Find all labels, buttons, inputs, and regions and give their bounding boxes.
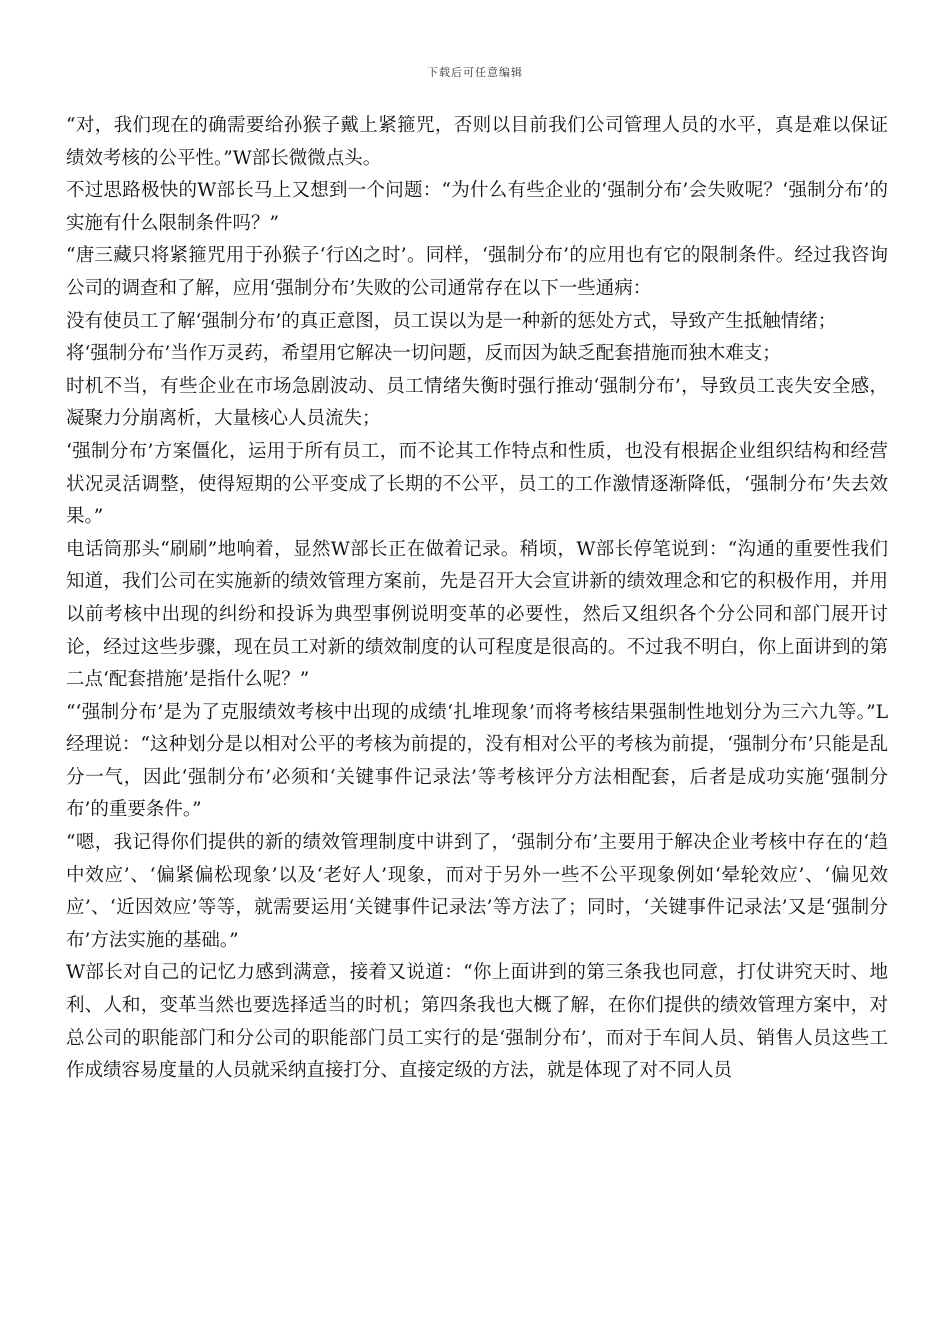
paragraph-10: “嗯，我记得你们提供的新的绩效管理制度中讲到了，‘强制分布’主要用于解决企业考核中存在的‘趋中效应’、‘偏紧偏松现象’以及‘老好人’现象，而对于另外一些不公平现象例如‘晕轮效应’、‘偏见效应’、‘近因效应’等等，就需要运用‘关键事件记录法’等方法了；同时，‘关键事件记录法’又是‘强制分布’方法实施的基础。” [66,832,888,951]
paragraph-2: 不过思路极快的W部长马上又想到一个问题：“为什么有些企业的‘强制分布’会失败呢？‘强制分布’的实施有什么限制条件吗？” [66,180,888,234]
paragraph-1: “对，我们现在的确需要给孙猴子戴上紧箍咒，否则以目前我们公司管理人员的水平，真是难以保证绩效考核的公平性。”W部长微微点头。 [66,115,888,169]
body-text [66,110,888,1088]
paragraph-8: 电话筒那头“刷刷”地响着，显然W部长正在做着记录。稍顷，W部长停笔说到：“沟通的重要性我们知道，我们公司在实施新的绩效管理方案前，先是召开大会宣讲新的绩效理念和它的积极作用，并用以前考核中出现的纠纷和投诉为典型事例说明变革的必要性，然后又组织各个分公同和部门展开讨论，经过这些步骤，现在员工对新的绩效制度的认可程度是很高的。不过我不明白，你上面讲到的第二点‘配套措施’是指什么呢？” [66,538,888,691]
paragraph-7: ‘强制分布’方案僵化，运用于所有员工，而不论其工作特点和性质，也没有根据企业组织结构和经营状况灵活调整，使得短期的公平变成了长期的不公平，员工的工作激情逐渐降低，‘强制分布’失去效果。” [66,440,888,528]
paragraph-6: 时机不当，有些企业在市场急剧波动、员工情绪失衡时强行推动‘强制分布’，导致员工丧失安全感，凝聚力分崩离析，大量核心人员流失； [66,375,888,430]
paragraph-9: “‘强制分布’是为了克服绩效考核中出现的成绩‘扎堆现象’而将考核结果强制性地划分为三六九等。”L经理说：“这种划分是以相对公平的考核为前提的，没有相对公平的考核为前提，‘强制分布’只能是乱分一气，因此‘强制分布’必须和‘关键事件记录法’等考核评分方法相配套，后者是成功实施‘强制分布’的重要条件。” [66,701,888,821]
paragraph-11: W部长对自己的记忆力感到满意，接着又说道：“你上面讲到的第三条我也同意，打仗讲究天时、地利、人和，变革当然也要选择适当的时机；第四条我也大概了解，在你们提供的绩效管理方案中，对总公司的职能部门和分公司的职能部门员工实行的是‘强制分布’，而对于车间人员、销售人员这些工作成绩容易度量的人员就采纳直接打分、直接定级的方法，就是体现了对不同人员 [66,962,888,1082]
paragraph-3: “唐三藏只将紧箍咒用于孙猴子‘行凶之时’。同样，‘强制分布’的应用也有它的限制条件。经过我咨询公司的调查和了解，应用‘强制分布’失败的公司通常存在以下一些通病： [66,245,888,299]
paragraph-5: 将‘强制分布’当作万灵药，希望用它解决一切问题，反而因为缺乏配套措施而独木难支； [66,343,781,365]
header-note: 下载后可任意编辑 [427,66,523,79]
paragraph-4: 没有使员工了解‘强制分布’的真正意图，员工误以为是一种新的惩处方式，导致产生抵触情绪； [66,310,837,332]
